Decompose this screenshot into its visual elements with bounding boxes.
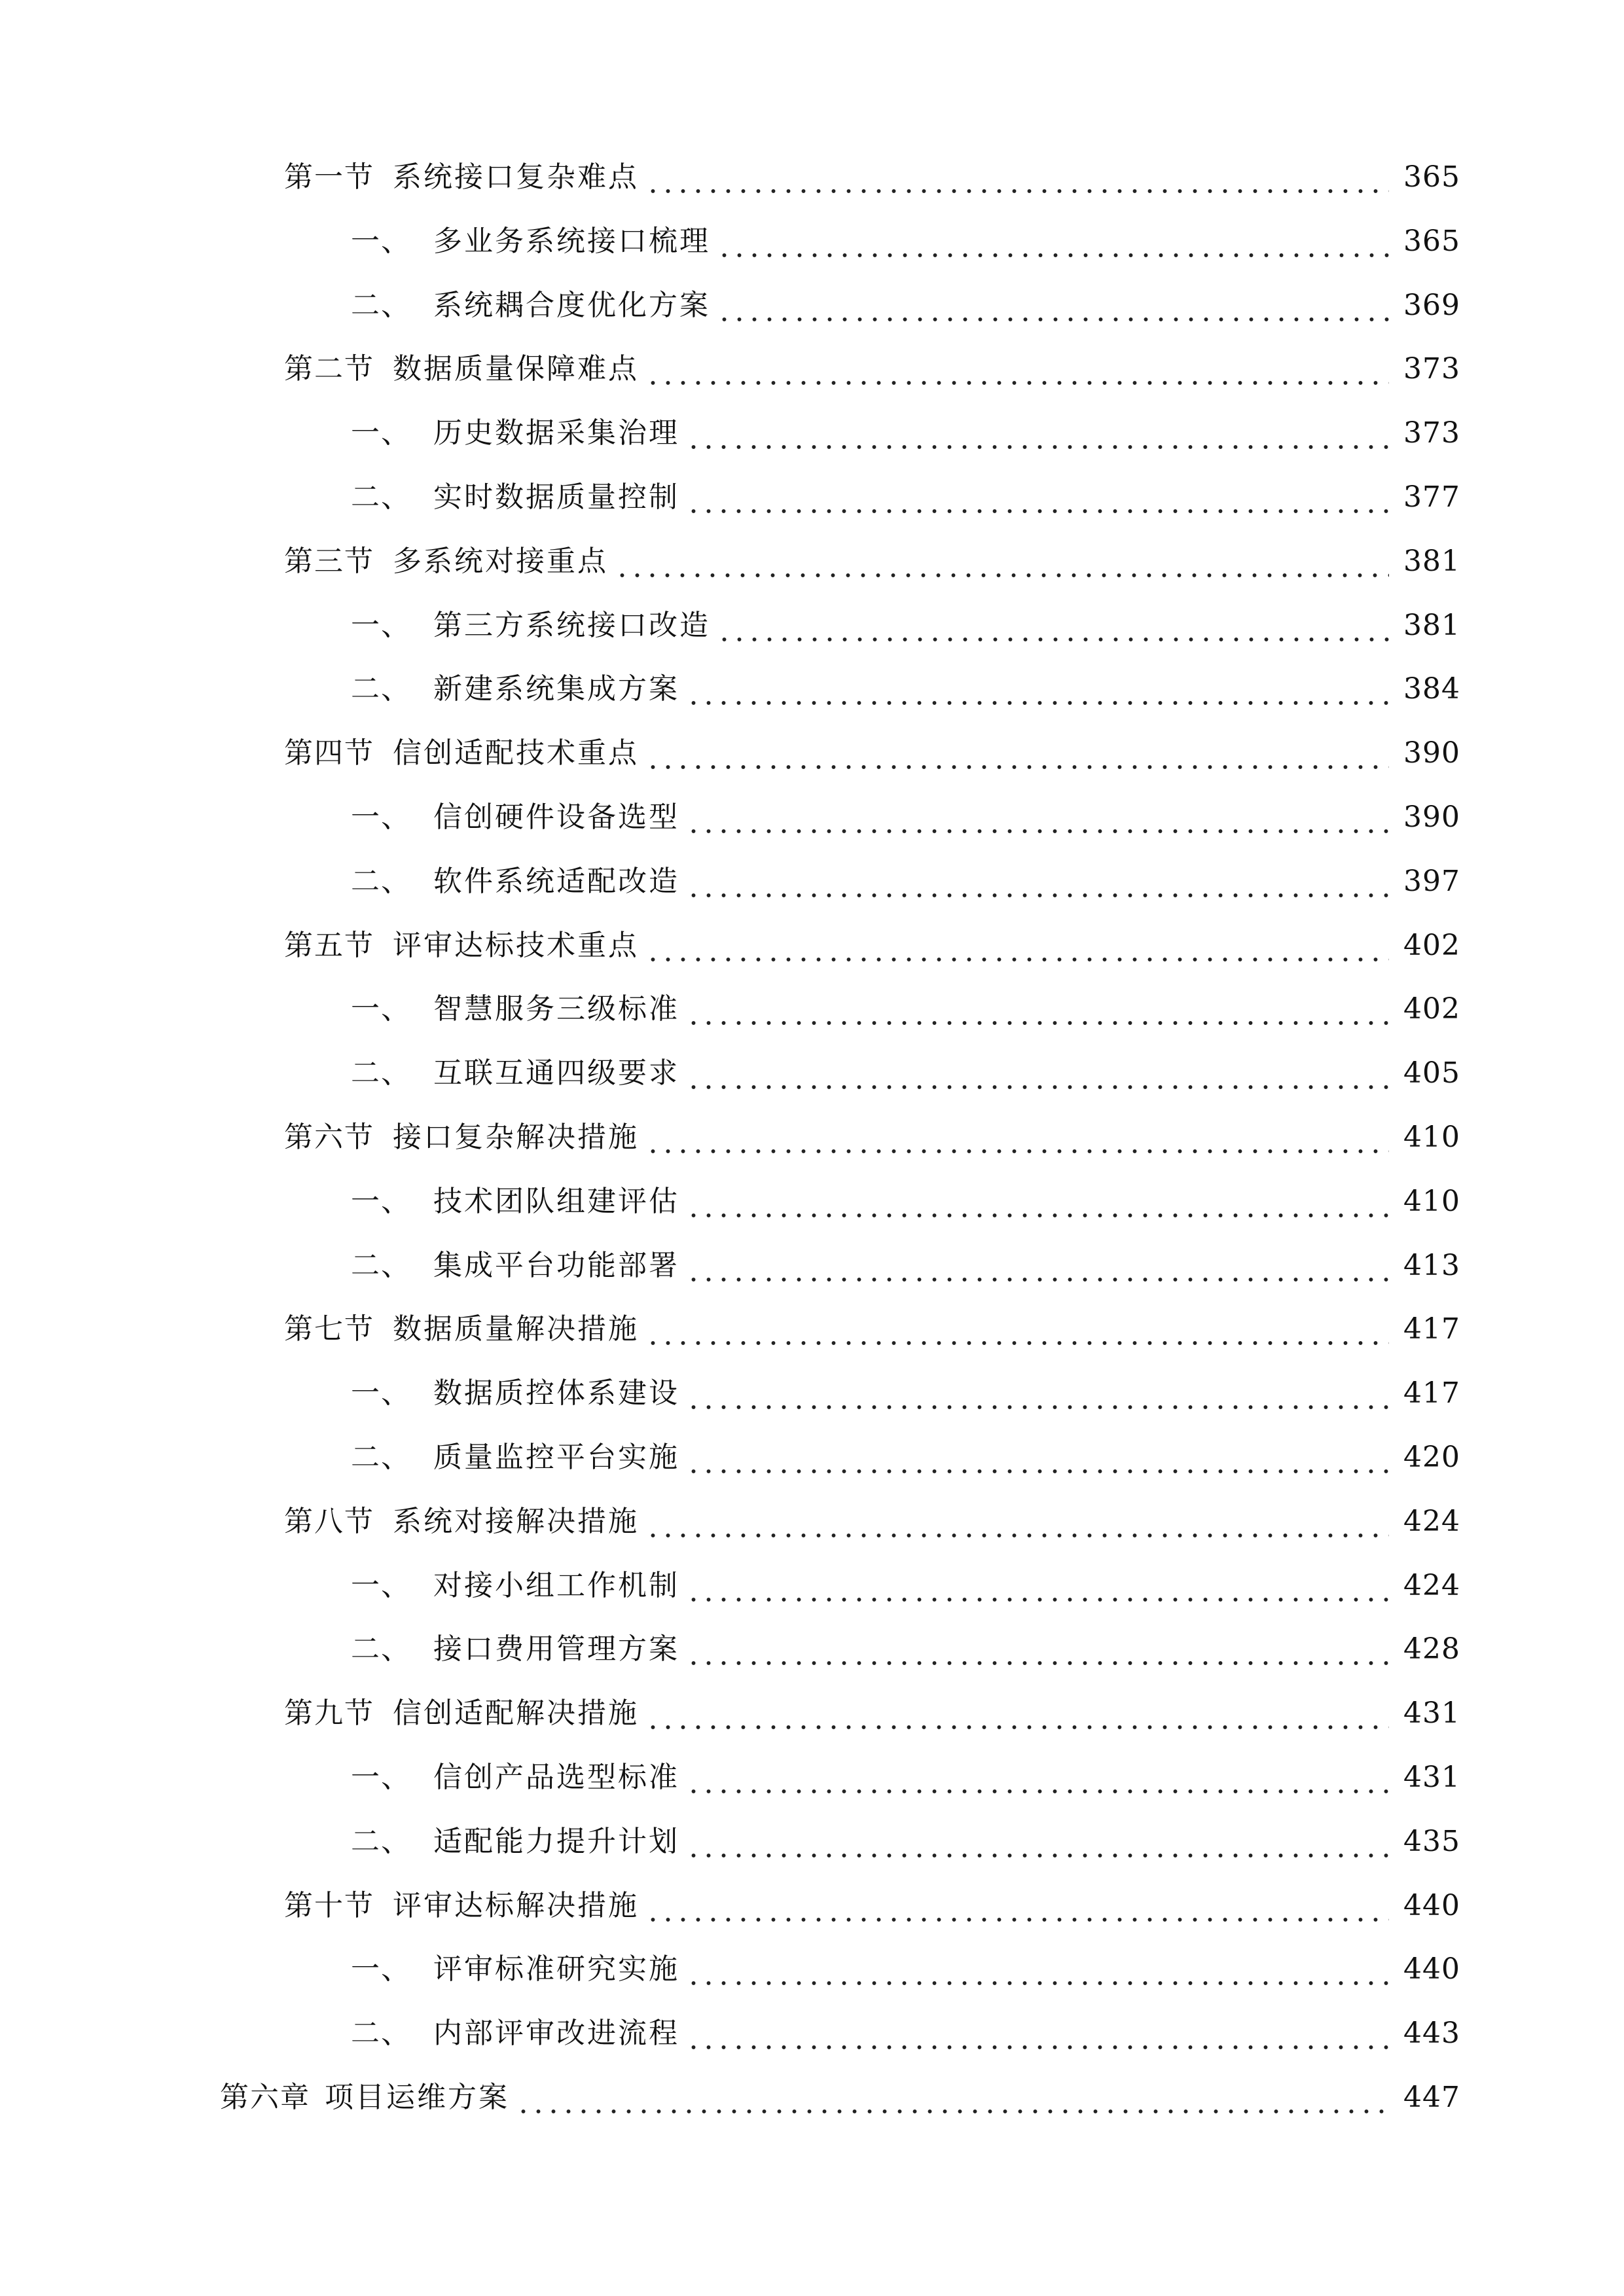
toc-entry-title: 评审标准研究实施 (433, 1952, 679, 1986)
toc-dot-leader (686, 1755, 1389, 1801)
toc-page-number: 417 (1403, 1376, 1460, 1410)
toc-page-number: 440 (1403, 1888, 1460, 1922)
toc-entry-number: 二、 (351, 672, 411, 706)
toc-dot-leader (686, 1050, 1389, 1096)
toc-entry-number: 第五节 (284, 928, 374, 962)
toc-page-number: 381 (1403, 544, 1460, 578)
toc-page-number: 390 (1403, 800, 1460, 834)
toc-page-number: 390 (1403, 736, 1460, 770)
toc-dot-leader (686, 795, 1389, 840)
toc-subsection-row (351, 475, 1460, 520)
toc-entry-number: 第三节 (284, 544, 374, 578)
toc-subsection-row (351, 603, 1460, 649)
toc-entry-number: 二、 (351, 1824, 411, 1858)
toc-entry-title: 系统耦合度优化方案 (433, 288, 710, 322)
toc-entry-title: 对接小组工作机制 (433, 1568, 679, 1602)
toc-dot-leader (686, 986, 1389, 1032)
toc-dot-leader (645, 346, 1389, 392)
toc-dot-leader (717, 283, 1389, 329)
toc-entry-number: 一、 (351, 992, 411, 1026)
toc-subsection-row (351, 1563, 1460, 1609)
toc-subsection-row (351, 2011, 1460, 2056)
toc-page-number: 420 (1403, 1441, 1460, 1474)
toc-dot-leader (686, 1435, 1389, 1480)
toc-subsection-row (351, 219, 1460, 264)
toc-entry-number: 一、 (351, 1376, 411, 1410)
toc-entry-title: 多系统对接重点 (393, 544, 608, 578)
toc-entry-number: 第十节 (284, 1888, 374, 1922)
toc-entry-number: 第一节 (284, 160, 374, 194)
toc-entry-title: 数据质控体系建设 (433, 1376, 679, 1410)
toc-dot-leader (686, 1243, 1389, 1289)
toc-entry-number: 第六节 (284, 1121, 374, 1154)
toc-entry-number: 一、 (351, 800, 411, 834)
toc-dot-leader (645, 1306, 1389, 1352)
toc-entry-title: 智慧服务三级标准 (433, 992, 679, 1026)
toc-dot-leader (686, 859, 1389, 905)
toc-subsection-row (351, 1626, 1460, 1672)
toc-entry-title: 新建系统集成方案 (433, 672, 679, 706)
toc-page-number: 373 (1403, 416, 1460, 450)
toc-entry-number: 二、 (351, 1248, 411, 1282)
toc-page-number: 424 (1403, 1504, 1460, 1538)
toc-entry-title: 内部评审改进流程 (433, 2017, 679, 2051)
toc-entry-title: 信创适配解决措施 (393, 1696, 639, 1731)
toc-entry-number: 二、 (351, 2017, 411, 2051)
toc-entry-title: 实时数据质量控制 (433, 480, 679, 514)
toc-dot-leader (686, 475, 1389, 520)
toc-subsection-row (351, 986, 1460, 1032)
toc-entry-title: 技术团队组建评估 (433, 1184, 679, 1218)
toc-subsection-row (351, 1243, 1460, 1289)
toc-entry-title: 质量监控平台实施 (433, 1441, 679, 1474)
toc-dot-leader (645, 923, 1389, 969)
toc-entry-title: 评审达标解决措施 (393, 1888, 639, 1922)
toc-entry-title: 信创硬件设备选型 (433, 800, 679, 834)
toc-entry-number: 第六章 (220, 2081, 310, 2114)
toc-chapter-row (220, 2075, 1460, 2121)
toc-subsection-row (351, 1946, 1460, 1992)
toc-page-number: 447 (1403, 2081, 1460, 2114)
toc-section-row (284, 1883, 1460, 1929)
toc-entry-number: 二、 (351, 1056, 411, 1090)
toc-page-number: 397 (1403, 864, 1460, 898)
toc-page-number: 424 (1403, 1568, 1460, 1602)
toc-page-number: 402 (1403, 928, 1460, 962)
toc-entry-title: 系统对接解决措施 (393, 1504, 639, 1538)
toc-section-row (284, 923, 1460, 969)
toc-dot-leader (686, 410, 1389, 456)
toc-entry-number: 二、 (351, 480, 411, 514)
toc-section-row (284, 1115, 1460, 1160)
toc-section-row (284, 346, 1460, 392)
toc-entry-number: 一、 (351, 1568, 411, 1602)
toc-section-row (284, 730, 1460, 776)
toc-entry-number: 一、 (351, 1184, 411, 1218)
toc-entry-title: 历史数据采集治理 (433, 416, 679, 450)
toc-dot-leader (615, 539, 1389, 584)
toc-dot-leader (686, 1371, 1389, 1416)
toc-entry-number: 第四节 (284, 736, 374, 770)
toc-entry-title: 数据质量解决措施 (393, 1312, 639, 1346)
toc-entry-title: 接口复杂解决措施 (393, 1121, 639, 1154)
toc-entry-title: 评审达标技术重点 (393, 928, 639, 962)
toc-entry-number: 第九节 (284, 1696, 374, 1731)
toc-dot-leader (516, 2075, 1389, 2121)
toc-entry-number: 二、 (351, 1441, 411, 1474)
toc-dot-leader (645, 1499, 1389, 1545)
toc-subsection-row (351, 1819, 1460, 1865)
toc-entry-title: 信创适配技术重点 (393, 736, 639, 770)
toc-entry-number: 一、 (351, 224, 411, 258)
toc-entry-title: 集成平台功能部署 (433, 1248, 679, 1282)
toc-dot-leader (686, 1626, 1389, 1672)
toc-entry-number: 一、 (351, 1952, 411, 1986)
toc-page-number: 410 (1403, 1121, 1460, 1154)
toc-page-number: 428 (1403, 1632, 1460, 1666)
toc-subsection-row (351, 283, 1460, 329)
toc-page-number: 369 (1403, 288, 1460, 322)
toc-page-number: 377 (1403, 480, 1460, 514)
toc-page-number: 431 (1403, 1696, 1460, 1731)
toc-entry-title: 接口费用管理方案 (433, 1632, 679, 1666)
toc-dot-leader (686, 1563, 1389, 1609)
toc-entry-title: 项目运维方案 (325, 2081, 509, 2114)
toc-dot-leader (686, 666, 1389, 712)
toc-entry-number: 二、 (351, 288, 411, 322)
toc-section-row (284, 1499, 1460, 1545)
toc-dot-leader (645, 1115, 1389, 1160)
toc-entry-title: 软件系统适配改造 (433, 864, 679, 898)
toc-subsection-row (351, 1371, 1460, 1416)
toc-entry-number: 二、 (351, 1632, 411, 1666)
toc-subsection-row (351, 666, 1460, 712)
toc-dot-leader (717, 603, 1389, 649)
toc-entry-title: 适配能力提升计划 (433, 1824, 679, 1858)
toc-entry-number: 一、 (351, 416, 411, 450)
toc-page-number: 410 (1403, 1184, 1460, 1218)
toc-section-row (284, 539, 1460, 584)
toc-subsection-row (351, 795, 1460, 840)
toc-dot-leader (686, 1819, 1389, 1865)
toc-entry-number: 第二节 (284, 352, 374, 386)
toc-entry-title: 多业务系统接口梳理 (433, 224, 710, 258)
toc-page-number: 373 (1403, 352, 1460, 386)
toc-page-number: 440 (1403, 1952, 1460, 1986)
toc-section-row (284, 1691, 1460, 1736)
toc-dot-leader (686, 1946, 1389, 1992)
toc-dot-leader (686, 1179, 1389, 1225)
toc-page-number: 405 (1403, 1056, 1460, 1090)
toc-entry-number: 二、 (351, 864, 411, 898)
toc-entry-number: 第八节 (284, 1504, 374, 1538)
toc-page-number: 413 (1403, 1248, 1460, 1282)
toc-entry-title: 信创产品选型标准 (433, 1761, 679, 1794)
toc-page-number: 365 (1403, 224, 1460, 258)
toc-entry-title: 第三方系统接口改造 (433, 608, 710, 642)
toc-page-number: 365 (1403, 160, 1460, 194)
toc-dot-leader (645, 730, 1389, 776)
toc-entry-number: 第七节 (284, 1312, 374, 1346)
toc-dot-leader (645, 1883, 1389, 1929)
toc-subsection-row (351, 410, 1460, 456)
toc-entry-title: 数据质量保障难点 (393, 352, 639, 386)
toc-page-number: 435 (1403, 1824, 1460, 1858)
toc-entry-number: 一、 (351, 608, 411, 642)
toc-dot-leader (645, 154, 1389, 200)
toc-dot-leader (686, 2011, 1389, 2056)
toc-page-number: 443 (1403, 2017, 1460, 2051)
toc-page-number: 431 (1403, 1761, 1460, 1794)
toc-entry-title: 系统接口复杂难点 (393, 160, 639, 194)
toc-dot-leader (717, 219, 1389, 264)
toc-subsection-row (351, 1179, 1460, 1225)
toc-section-row (284, 154, 1460, 200)
toc-subsection-row (351, 1435, 1460, 1480)
toc-page-number: 381 (1403, 608, 1460, 642)
toc-dot-leader (645, 1691, 1389, 1736)
toc-subsection-row (351, 1755, 1460, 1801)
toc-page-number: 402 (1403, 992, 1460, 1026)
toc-subsection-row (351, 859, 1460, 905)
toc-section-row (284, 1306, 1460, 1352)
toc-page-number: 417 (1403, 1312, 1460, 1346)
toc-subsection-row (351, 1050, 1460, 1096)
toc-page-number: 384 (1403, 672, 1460, 706)
toc-entry-number: 一、 (351, 1761, 411, 1794)
toc-entry-title: 互联互通四级要求 (433, 1056, 679, 1090)
